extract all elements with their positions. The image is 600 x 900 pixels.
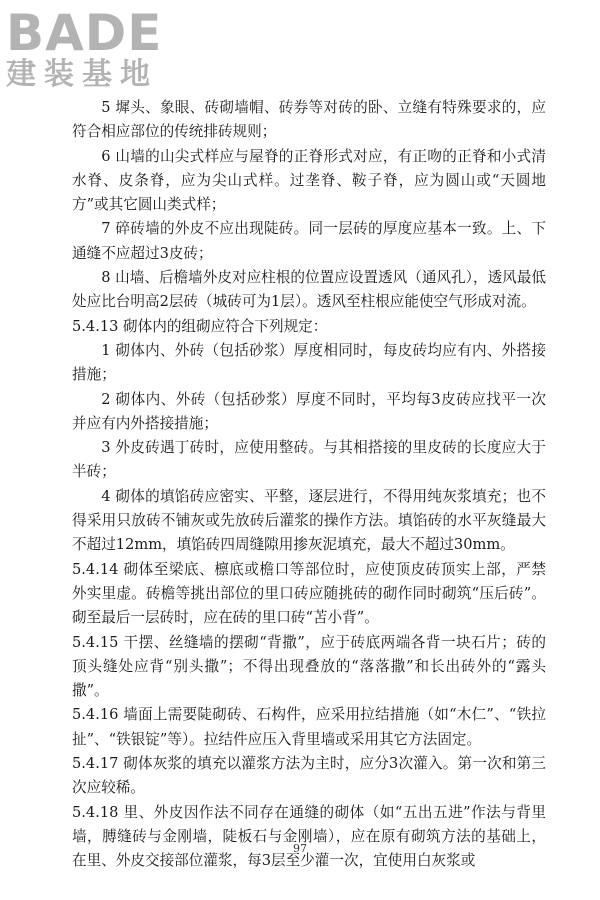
logo [6, 6, 176, 92]
paragraph-item-4: 4 砌体的填馅砖应密实、平整，逐层进行，不得用纯灰浆填充；也不得采用只放砖不铺灰或先放砖后灌浆的操作方法。填馅砖的水平灰缝最大不超过12mm，填馅砖四周缝隙用掺灰泥填充，最大不超过30mm。 [72, 487, 546, 554]
page-number: 97 [293, 842, 307, 855]
paragraph-item-6: 6 山墙的山尖式样应与屋脊的正脊形式对应，有正吻的正脊和小式清水脊、皮条脊，应为尖山式样。过垄脊、鞍子脊，应为圆山或“天圆地方”或其它圆山类式样； [72, 147, 546, 214]
clause-5-4-13: 5.4.13 砌体内的组砌应符合下列规定： [72, 317, 328, 335]
paragraph-item-2: 2 砌体内、外砖（包括砂浆）厚度不同时，平均每3皮砖应找平一次并应有内外搭接措施； [72, 390, 546, 432]
document-body [72, 96, 546, 874]
paragraph-item-5: 5 墀头、象眼、砖砌墙帽、砖券等对砖的卧、立缝有特殊要求的，应符合相应部位的传统排砖规则； [72, 99, 546, 141]
clause-5-4-17: 5.4.17 砌体灰浆的填充以灌浆方法为主时，应分3次灌入。第一次和第三次应较稀。 [72, 755, 546, 797]
paragraph-item-8: 8 山墙、后檐墙外皮对应柱根的位置应设置透风（通风孔），透风最低处应比台明高2层砖（城砖可为1层）。透风至柱根应能使空气形成对流。 [72, 269, 546, 311]
logo-wordmark: BADE [6, 4, 163, 62]
paragraph-item-1: 1 砌体内、外砖（包括砂浆）厚度相同时，每皮砖均应有内、外搭接措施； [72, 341, 546, 384]
clause-5-4-18: 5.4.18 里、外皮因作法不同存在通缝的砌体（如“五出五进”作法与背里墙，膊缝砖与金刚墙，陡板石与金刚墙），应在原有砌筑方法的基础上，在里、外皮交接部位灌浆，每3层至少灌一次，宜使用白灰浆或 [72, 803, 546, 870]
logo-subtitle: 建装基地 [6, 57, 158, 92]
paragraph-item-3: 3 外皮砖遇丁砖时，应使用整砖。与其相搭接的里皮砖的长度应大于半砖； [72, 439, 546, 481]
clause-5-4-14: 5.4.14 砌体至梁底、檩底或檐口等部位时，应使顶皮砖顶实上部，严禁外实里虚。砖檐等挑出部位的里口砖应随挑砖的砌作同时砌筑“压后砖”。砌至最后一层砖时，应在砖的里口砖“苫小背”。 [72, 560, 546, 627]
clause-5-4-16: 5.4.16 墙面上需要陡砌砖、石构件，应采用拉结措施（如“木仁”、“铁拉扯”、“铁银锭”等）。拉结件应压入背里墙或采用其它方法固定。 [72, 706, 546, 748]
paragraph-item-7: 7 碎砖墙的外皮不应出现陡砖。同一层砖的厚度应基本一致。上、下通缝不应超过3皮砖； [72, 220, 546, 262]
clause-5-4-15: 5.4.15 干摆、丝缝墙的摆砌“背撒”，应于砖底两端各背一块石片；砖的顶头缝处应背“别头撒”；不得出现叠放的“落落撒”和长出砖外的“露头撒”。 [72, 633, 546, 700]
